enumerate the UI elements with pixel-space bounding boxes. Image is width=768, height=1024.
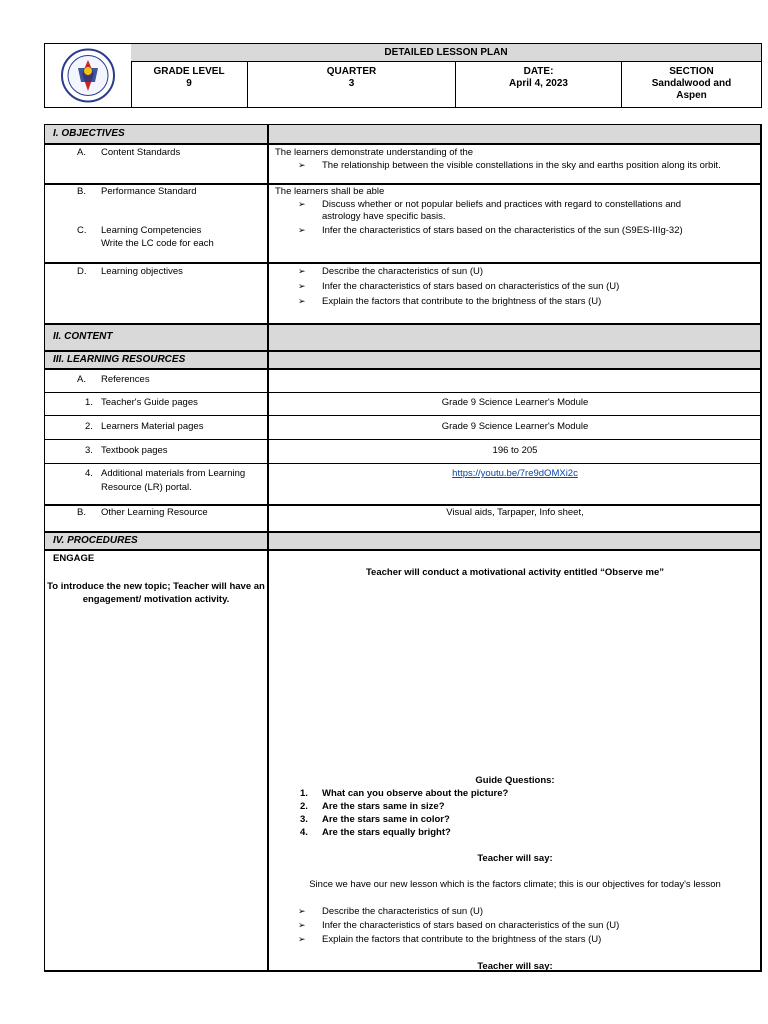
guide-question-text: Are the stars same in size? bbox=[322, 801, 445, 812]
column-divider bbox=[267, 125, 269, 970]
procedures-heading: IV. PROCEDURES bbox=[53, 535, 138, 546]
activity-text: Teacher will conduct a motivational activity entitled “Observe me” bbox=[365, 567, 665, 578]
quarter-value: 3 bbox=[348, 78, 355, 89]
learning-competencies-label: Learning Competencies bbox=[101, 225, 202, 236]
row-divider bbox=[45, 392, 760, 393]
resources-heading: III. LEARNING RESOURCES bbox=[53, 354, 186, 365]
objective-repeat-item: Describe the characteristics of sun (U) bbox=[322, 906, 484, 917]
teachers-guide-number: 1. bbox=[85, 397, 93, 408]
section-value-line-2: Aspen bbox=[676, 90, 707, 101]
logo-cell bbox=[45, 44, 132, 107]
teacher-will-say-label: Teacher will say: bbox=[477, 853, 553, 864]
references-letter: A. bbox=[77, 374, 86, 385]
row-divider bbox=[45, 463, 760, 464]
content-standards-item: The relationship between the visible constellations in the sky and earths position along its orbit. bbox=[322, 160, 721, 171]
learning-objective-item: Infer the characteristics of stars based on characteristics of the sun (U) bbox=[322, 281, 620, 292]
other-resource-letter: B. bbox=[77, 507, 86, 518]
teachers-guide-value: Grade 9 Science Learner's Module bbox=[441, 397, 589, 408]
arrow-bullet-icon: ➢ bbox=[298, 906, 306, 916]
content-standards-intro: The learners demonstrate understanding of the bbox=[275, 147, 474, 158]
arrow-bullet-icon: ➢ bbox=[298, 225, 306, 235]
content-standards-label: Content Standards bbox=[101, 147, 181, 158]
teachers-guide-label: Teacher's Guide pages bbox=[101, 397, 198, 408]
learners-material-value: Grade 9 Science Learner's Module bbox=[441, 421, 589, 432]
row-divider bbox=[45, 439, 760, 440]
content-standards-letter: A. bbox=[77, 147, 86, 158]
date-cell bbox=[456, 62, 622, 107]
references-label: References bbox=[101, 374, 150, 385]
content-heading-row bbox=[45, 324, 760, 350]
arrow-bullet-icon: ➢ bbox=[298, 281, 306, 291]
row-divider bbox=[45, 323, 760, 325]
other-resource-label: Other Learning Resource bbox=[101, 507, 208, 518]
document-title: DETAILED LESSON PLAN bbox=[131, 44, 761, 62]
engage-description-line-2: engagement/ motivation activity. bbox=[82, 594, 230, 605]
grade-level-cell bbox=[131, 62, 248, 107]
youtube-link[interactable]: https://youtu.be/7re9dOMXi2c bbox=[452, 468, 578, 479]
section-value-line-1: Sandalwood and bbox=[651, 78, 732, 89]
row-divider bbox=[45, 415, 760, 416]
guide-question-number: 2. bbox=[300, 801, 308, 812]
teacher-say-text: Since we have our new lesson which is the factors climate; this is our objectives for today's lesson bbox=[309, 879, 721, 890]
performance-standard-intro: The learners shall be able bbox=[275, 186, 385, 197]
section-cell bbox=[622, 62, 761, 107]
procedures-heading-row bbox=[45, 533, 760, 549]
grade-level-label: GRADE LEVEL bbox=[153, 66, 225, 77]
other-resource-value: Visual aids, Tarpaper, Info sheet, bbox=[446, 507, 584, 518]
learning-competencies-sublabel: Write the LC code for each bbox=[101, 238, 214, 249]
objectives-heading: I. OBJECTIVES bbox=[53, 128, 125, 139]
resources-heading-row bbox=[45, 352, 760, 368]
learning-objectives-label: Learning objectives bbox=[101, 266, 183, 277]
performance-standard-item-line-2: astrology have specific basis. bbox=[322, 211, 446, 222]
quarter-cell bbox=[248, 62, 456, 107]
arrow-bullet-icon: ➢ bbox=[298, 266, 306, 276]
header-table bbox=[44, 43, 762, 108]
deped-seal-logo bbox=[45, 44, 131, 107]
objective-repeat-item: Explain the factors that contribute to the brightness of the stars (U) bbox=[322, 934, 602, 945]
row-divider bbox=[45, 549, 760, 551]
additional-materials-label: Additional materials from Learning bbox=[101, 468, 246, 479]
row-divider bbox=[45, 262, 760, 264]
arrow-bullet-icon: ➢ bbox=[298, 199, 306, 209]
additional-materials-sublabel: Resource (LR) portal. bbox=[101, 482, 192, 493]
guide-questions-heading: Guide Questions: bbox=[475, 775, 555, 786]
performance-standard-label: Performance Standard bbox=[101, 186, 197, 197]
learning-objective-item: Describe the characteristics of sun (U) bbox=[322, 266, 484, 277]
learners-material-number: 2. bbox=[85, 421, 93, 432]
learning-competencies-item: Infer the characteristics of stars based on the characteristics of the sun (S9ES-IIIg-32) bbox=[322, 225, 683, 236]
arrow-bullet-icon: ➢ bbox=[298, 296, 306, 306]
textbook-label: Textbook pages bbox=[101, 445, 168, 456]
row-divider bbox=[45, 143, 760, 145]
date-value: April 4, 2023 bbox=[509, 78, 568, 89]
learners-material-label: Learners Material pages bbox=[101, 421, 204, 432]
arrow-bullet-icon: ➢ bbox=[298, 934, 306, 944]
quarter-label: QUARTER bbox=[326, 66, 377, 77]
arrow-bullet-icon: ➢ bbox=[298, 160, 306, 170]
performance-standard-item-line-1: Discuss whether or not popular beliefs and practices with regard to constellations and bbox=[322, 199, 682, 210]
guide-question-text: Are the stars same in color? bbox=[322, 814, 450, 825]
date-label: DATE: bbox=[523, 66, 554, 77]
guide-question-number: 1. bbox=[300, 788, 308, 799]
performance-standard-letter: B. bbox=[77, 186, 86, 197]
row-divider bbox=[45, 368, 760, 370]
additional-materials-number: 4. bbox=[85, 468, 93, 479]
learning-objective-item: Explain the factors that contribute to the brightness of the stars (U) bbox=[322, 296, 602, 307]
engage-label: ENGAGE bbox=[53, 553, 95, 564]
guide-question-number: 3. bbox=[300, 814, 308, 825]
row-divider bbox=[45, 183, 760, 185]
textbook-value: 196 to 205 bbox=[492, 445, 538, 456]
guide-question-text: What can you observe about the picture? bbox=[322, 788, 509, 799]
objective-repeat-item: Infer the characteristics of stars based on characteristics of the sun (U) bbox=[322, 920, 620, 931]
row-divider bbox=[45, 531, 760, 533]
grade-level-value: 9 bbox=[186, 78, 192, 89]
guide-question-text: Are the stars equally bright? bbox=[322, 827, 451, 838]
engage-description-line-1: To introduce the new topic; Teacher will have an bbox=[47, 581, 265, 592]
content-heading: II. CONTENT bbox=[53, 331, 113, 342]
teacher-will-say-label: Teacher will say: bbox=[477, 961, 553, 972]
objectives-heading-row bbox=[45, 125, 760, 143]
section-label: SECTION bbox=[669, 66, 714, 77]
textbook-number: 3. bbox=[85, 445, 93, 456]
learning-objectives-letter: D. bbox=[77, 266, 87, 277]
row-divider bbox=[45, 504, 760, 506]
arrow-bullet-icon: ➢ bbox=[298, 920, 306, 930]
row-divider bbox=[45, 350, 760, 352]
guide-question-number: 4. bbox=[300, 827, 308, 838]
learning-competencies-letter: C. bbox=[77, 225, 87, 236]
lesson-plan-table bbox=[44, 124, 762, 972]
